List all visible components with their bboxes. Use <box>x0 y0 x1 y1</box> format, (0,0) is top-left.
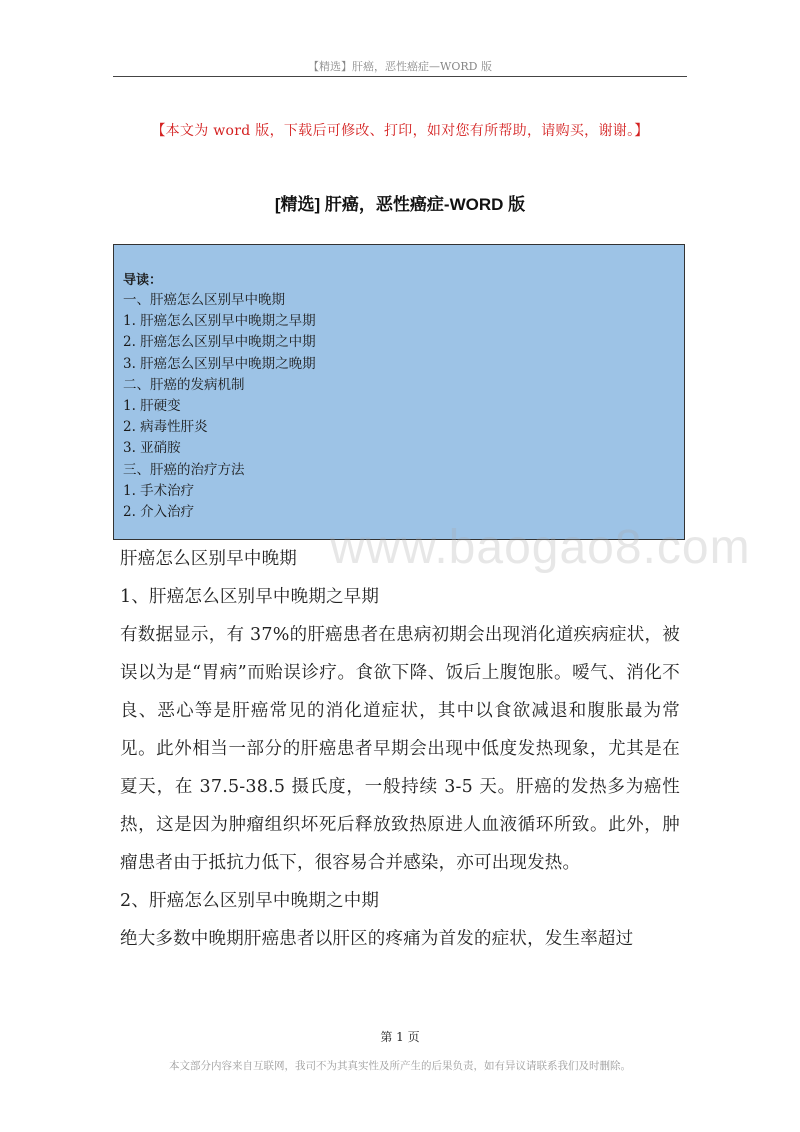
table-of-contents <box>113 244 685 540</box>
toc-item: 1. 手术治疗 <box>123 482 195 499</box>
toc-item: 3. 肝癌怎么区别早中晚期之晚期 <box>123 355 316 372</box>
toc-item: 三、肝癌的治疗方法 <box>123 461 245 478</box>
toc-item: 3. 亚硝胺 <box>123 440 181 457</box>
toc-item: 一、肝癌怎么区别早中晚期 <box>123 292 285 308</box>
toc-item: 1. 肝癌怎么区别早中晚期之早期 <box>123 313 316 330</box>
page-number: 第 1 页 <box>380 1030 420 1044</box>
download-notice: 【本文为 word 版，下载后可修改、打印，如对您有所帮助，请购买，谢谢。】 <box>151 123 649 139</box>
page-footer: 本文部分内容来自互联网，我司不为其真实性及所产生的后果负责，如有异议请联系我们及时删除。 <box>169 1060 631 1072</box>
toc-heading: 导读： <box>123 272 163 287</box>
toc-item: 2. 病毒性肝炎 <box>123 419 208 436</box>
toc-item: 2. 介入治疗 <box>123 504 195 521</box>
watermark: www.baogao8.com <box>330 521 751 574</box>
subsection-heading: 2、肝癌怎么区别早中晚期之中期 <box>120 891 380 911</box>
toc-item: 2. 肝癌怎么区别早中晚期之中期 <box>123 334 316 351</box>
subsection-heading: 1、肝癌怎么区别早中晚期之早期 <box>120 587 380 607</box>
header-divider <box>113 76 687 77</box>
body-content <box>120 540 680 958</box>
body-paragraph: 有数据显示，有 37%的肝癌患者在患病初期会出现消化道疾病症状，被误以为是“胃病”而贻误诊疗。食欲下降、饭后上腹饱胀。嗳气、消化不良、恶心等是肝癌常见的消化道症状，其中以食欲减退和腹胀最为常见。此外相当一部分的肝癌患者早期会出现中低度发热现象，尤其是在夏天，在 37.5-38.5 摄氏度，一般持续 3-5 天。肝癌的发热多为癌性热，这是因为肿瘤组织坏死后释放致热原进人血液循环所致。此外，肿瘤患者由于抵抗力低下，很容易合并感染，亦可出现发热。 <box>120 625 680 873</box>
toc-item: 二、肝癌的发病机制 <box>123 376 245 393</box>
body-paragraph: 绝大多数中晚期肝癌患者以肝区的疼痛为首发的症状，发生率超过 <box>120 929 634 949</box>
document-title: [精选] 肝癌，恶性癌症-WORD 版 <box>274 195 526 214</box>
toc-item: 1. 肝硬变 <box>123 398 181 415</box>
page-header: 【精选】肝癌，恶性癌症—WORD 版 <box>308 60 492 73</box>
section-heading: 肝癌怎么区别早中晚期 <box>120 549 297 569</box>
